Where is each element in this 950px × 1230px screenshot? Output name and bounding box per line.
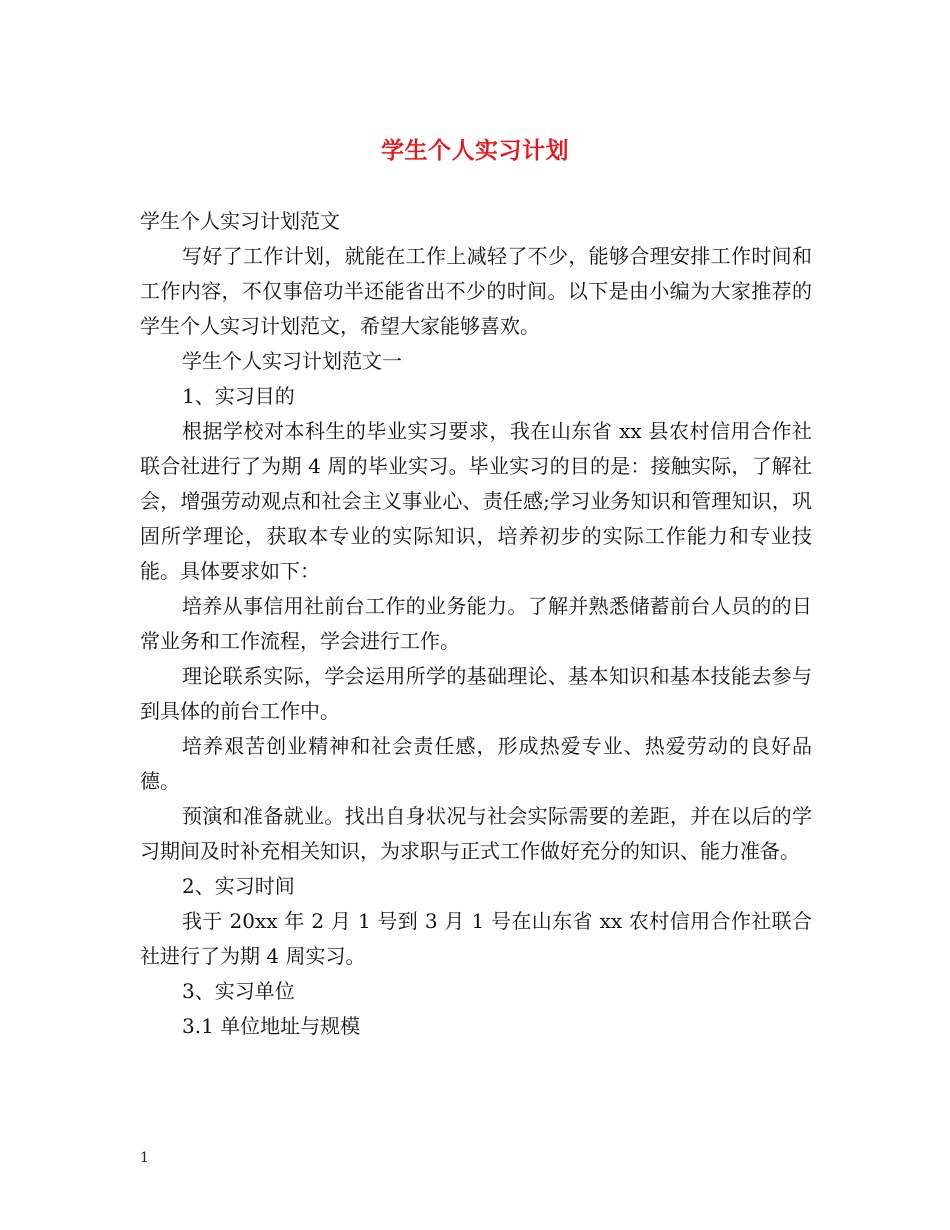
page-number: 1 <box>140 1150 149 1166</box>
subsection-heading-address: 3.1 单位地址与规模 <box>182 1014 361 1038</box>
section-heading-unit: 3、实习单位 <box>182 979 295 1003</box>
paragraph-requirement-1: 培养从事信用社前台工作的业务能力。了解并熟悉储蓄前台人员的的日常业务和工作流程，学会进行工作。 <box>140 594 812 653</box>
paragraph-requirement-4: 预演和准备就业。找出自身状况与社会实际需要的差距，并在以后的学习期间及时补充相关知识，为求职与正式工作做好充分的知识、能力准备。 <box>140 804 812 863</box>
paragraph-requirement-2: 理论联系实际，学会运用所学的基础理论、基本知识和基本技能去参与到具体的前台工作中。 <box>140 664 812 723</box>
paragraph-time: 我于 20xx 年 2 月 1 号到 3 月 1 号在山东省 xx 农村信用合作社联合社进行了为期 4 周实习。 <box>140 909 812 968</box>
paragraph-sample-heading: 学生个人实习计划范文一 <box>182 349 402 373</box>
section-heading-time: 2、实习时间 <box>182 874 295 898</box>
paragraph-purpose: 根据学校对本科生的毕业实习要求，我在山东省 xx 县农村信用合作社联合社进行了为期 4 周的毕业实习。毕业实习的目的是：接触实际，了解社会，增强劳动观点和社会主义事业心、责任感;学习业务知识和管理知识，巩固所学理论，获取本专业的实际知识，培养初步的实际工作能力和专业技能。具体要求如下： <box>140 419 812 583</box>
document-title: 学生个人实习计划 <box>381 137 569 164</box>
section-heading-purpose: 1、实习目的 <box>182 384 295 408</box>
document-body <box>140 204 812 1044</box>
paragraph-subtitle: 学生个人实习计划范文 <box>140 209 340 233</box>
paragraph-requirement-3: 培养艰苦创业精神和社会责任感，形成热爱专业、热爱劳动的良好品德。 <box>140 734 812 793</box>
paragraph-intro: 写好了工作计划，就能在工作上减轻了不少，能够合理安排工作时间和工作内容，不仅事倍功半还能省出不少的时间。以下是由小编为大家推荐的学生个人实习计划范文，希望大家能够喜欢。 <box>140 244 812 338</box>
